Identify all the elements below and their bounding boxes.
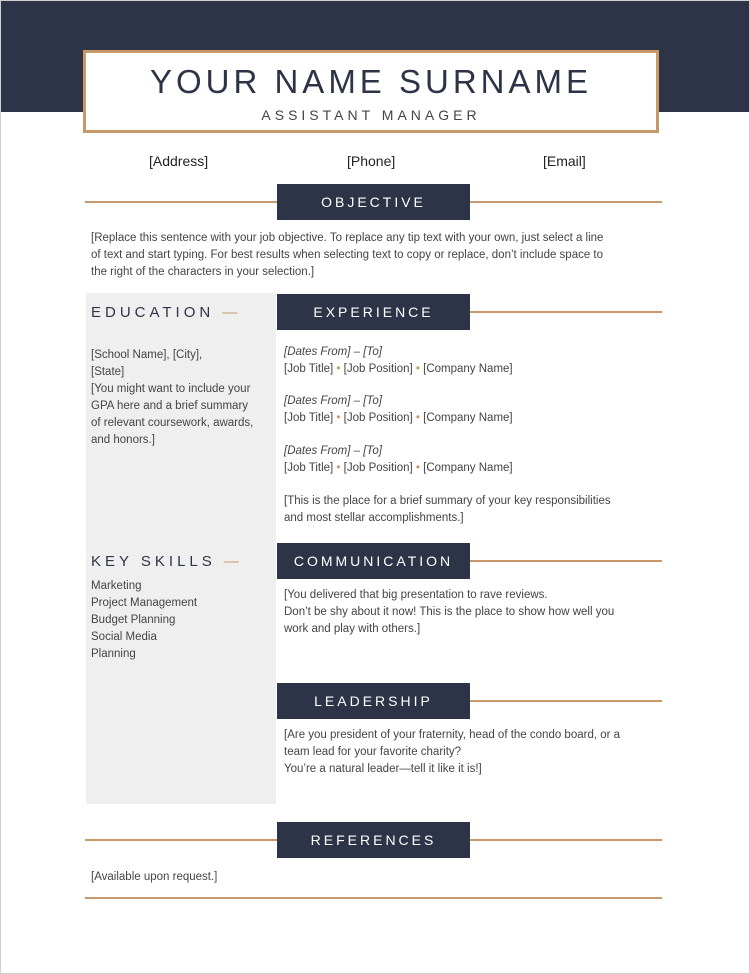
- skill-item: Social Media: [91, 631, 157, 643]
- resume-job-title[interactable]: ASSISTANT MANAGER: [261, 107, 481, 123]
- job-separator: •: [336, 412, 341, 424]
- job-company: [Company Name]: [423, 462, 513, 474]
- education-line: and honors.]: [91, 434, 155, 446]
- objective-line: the right of the characters in your selection.]: [91, 266, 315, 278]
- job-separator: •: [415, 363, 420, 375]
- skill-item: Marketing: [91, 580, 142, 592]
- experience-rule: [470, 311, 662, 313]
- education-line: of relevant coursework, awards,: [91, 417, 254, 429]
- leadership-heading[interactable]: LEADERSHIP: [277, 683, 470, 719]
- job-dates: [Dates From] – [To]: [284, 395, 382, 407]
- leadership-text[interactable]: [284, 727, 620, 778]
- references-line: [Available upon request.]: [91, 871, 218, 883]
- job-line: [284, 460, 513, 477]
- communication-text[interactable]: [284, 587, 614, 638]
- bottom-rule: [85, 897, 662, 899]
- communication-rule: [470, 560, 662, 562]
- job-title: [Job Title]: [284, 412, 334, 424]
- key-skills-heading[interactable]: [91, 553, 239, 570]
- skill-item: Budget Planning: [91, 614, 176, 626]
- skill-item: Planning: [91, 648, 136, 660]
- leadership-line: team lead for your favorite charity?: [284, 746, 462, 758]
- experience-heading[interactable]: EXPERIENCE: [277, 294, 470, 330]
- job-position: [Job Position]: [343, 412, 413, 424]
- job-company: [Company Name]: [423, 412, 513, 424]
- job-line: [284, 361, 513, 378]
- job-separator: •: [415, 412, 420, 424]
- job-dates: [Dates From] – [To]: [284, 346, 382, 358]
- leadership-line: You’re a natural leader—tell it like it is!]: [284, 763, 482, 775]
- references-text[interactable]: [91, 869, 217, 886]
- summary-line: [This is the place for a brief summary of your key responsibilities: [284, 495, 611, 507]
- education-line: [State]: [91, 366, 125, 378]
- education-heading-label: EDUCATION: [91, 304, 215, 321]
- communication-line: [You delivered that big presentation to rave reviews.: [284, 589, 548, 601]
- education-line: GPA here and a brief summary: [91, 400, 249, 412]
- job-title: [Job Title]: [284, 462, 334, 474]
- job-separator: •: [415, 462, 420, 474]
- education-line: [School Name], [City],: [91, 349, 203, 361]
- leadership-rule: [470, 700, 662, 702]
- communication-line: work and play with others.]: [284, 623, 421, 635]
- leadership-line: [Are you president of your fraternity, head of the condo board, or a: [284, 729, 621, 741]
- skill-item: Project Management: [91, 597, 198, 609]
- communication-line: Don’t be shy about it now! This is the place to show how well you: [284, 606, 615, 618]
- education-dash: —: [222, 304, 238, 321]
- job-position: [Job Position]: [343, 462, 413, 474]
- key-skills-dash: —: [223, 553, 239, 570]
- job-dates: [Dates From] – [To]: [284, 445, 382, 457]
- objective-line: [Replace this sentence with your job objective. To replace any tip text with your own, just select a line: [91, 232, 604, 244]
- objective-text[interactable]: [91, 230, 603, 281]
- contact-phone[interactable]: [Phone]: [347, 153, 396, 169]
- education-heading[interactable]: [91, 304, 237, 321]
- job-title: [Job Title]: [284, 363, 334, 375]
- key-skills-list[interactable]: [91, 578, 197, 663]
- communication-heading[interactable]: COMMUNICATION: [277, 543, 470, 579]
- summary-line: and most stellar accomplishments.]: [284, 512, 464, 524]
- job-separator: •: [336, 462, 341, 474]
- contact-address[interactable]: [Address]: [149, 153, 209, 169]
- key-skills-heading-label: KEY SKILLS: [91, 553, 216, 570]
- job-position: [Job Position]: [343, 363, 413, 375]
- objective-line: of text and start typing. For best results when selecting text to copy or replace, don’t include space to: [91, 249, 604, 261]
- job-company: [Company Name]: [423, 363, 513, 375]
- contact-email[interactable]: [Email]: [543, 153, 586, 169]
- experience-job[interactable]: [284, 443, 513, 477]
- education-text[interactable]: [91, 347, 253, 449]
- education-line: [You might want to include your: [91, 383, 251, 395]
- resume-name[interactable]: YOUR NAME SURNAME: [149, 63, 593, 100]
- name-box: [83, 50, 659, 133]
- job-separator: •: [336, 363, 341, 375]
- experience-job[interactable]: [284, 344, 513, 378]
- objective-heading[interactable]: OBJECTIVE: [277, 184, 470, 220]
- job-line: [284, 410, 513, 427]
- experience-job[interactable]: [284, 393, 513, 427]
- experience-summary[interactable]: [284, 493, 611, 527]
- references-heading[interactable]: REFERENCES: [277, 822, 470, 858]
